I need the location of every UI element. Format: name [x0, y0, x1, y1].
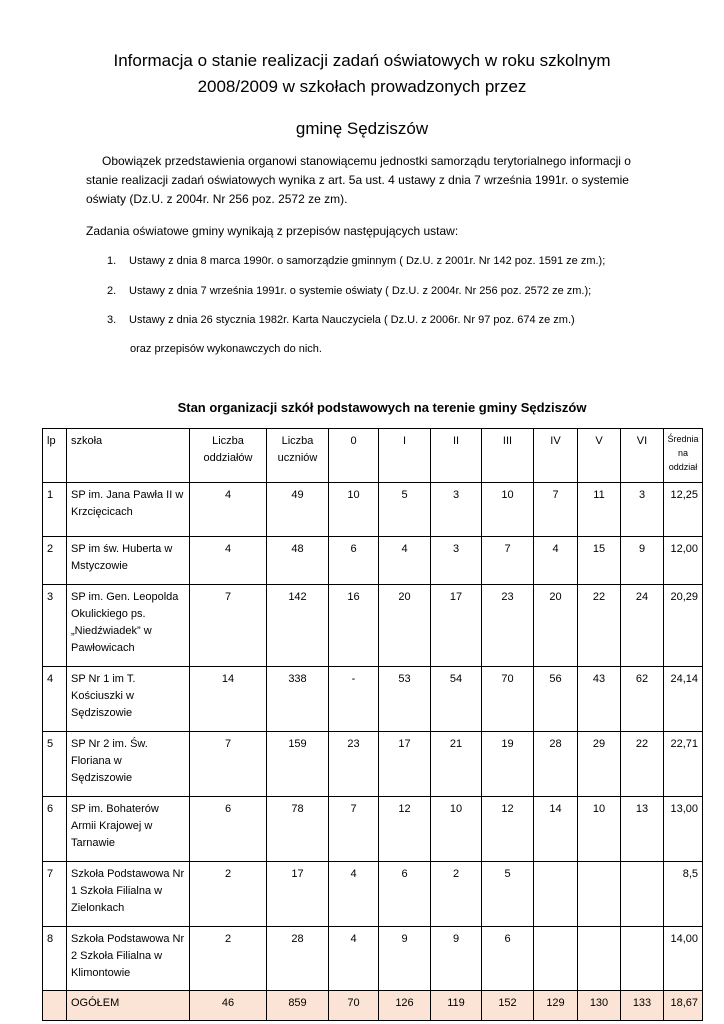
- document-title-line-1: Informacja o stanie realizacji zadań oświatowych w roku szkolnym: [113, 51, 611, 70]
- cell-grade-5: 43: [578, 667, 621, 732]
- cell-grade-5: 11: [578, 483, 621, 537]
- cell-lp: 6: [43, 797, 67, 862]
- cell-grade-0: 6: [329, 537, 379, 585]
- cell-average: 14,00: [664, 927, 703, 991]
- cell-lp: 4: [43, 667, 67, 732]
- cell-grade-4: 28: [534, 732, 578, 797]
- table-heading: Stan organizacji szkół podstawowych na terenie gminy Sędziszów: [177, 400, 587, 415]
- cell-grade-4: [534, 862, 578, 927]
- cell-grade-1: 5: [379, 483, 431, 537]
- cell-grade-2: 54: [431, 667, 482, 732]
- cell-grade-0: 16: [329, 585, 379, 667]
- cell-grade-3: 70: [482, 667, 534, 732]
- cell-grade-1: 12: [379, 797, 431, 862]
- table-row: [43, 667, 703, 732]
- cell-grade-5: 10: [578, 797, 621, 862]
- cell-classes: 2: [190, 862, 267, 927]
- cell-grade-2: 119: [431, 991, 482, 1021]
- cell-grade-4: 129: [534, 991, 578, 1021]
- cell-grade-4: 14: [534, 797, 578, 862]
- cell-school: SP im św. Huberta w Mstyczowie: [67, 537, 190, 585]
- cell-grade-1: 4: [379, 537, 431, 585]
- header-lp: lp: [43, 429, 67, 483]
- cell-grade-2: 10: [431, 797, 482, 862]
- header-students: Liczba uczniów: [267, 429, 329, 483]
- list-item-text: Ustawy z dnia 8 marca 1990r. o samorządzie gminnym ( Dz.U. z 2001r. Nr 142 poz. 1591 ze zm.);: [129, 255, 606, 267]
- cell-grade-3: 23: [482, 585, 534, 667]
- cell-grade-2: 2: [431, 862, 482, 927]
- cell-school: SP Nr 1 im T. Kościuszki w Sędziszowie: [67, 667, 190, 732]
- cell-grade-4: 20: [534, 585, 578, 667]
- cell-grade-1: 20: [379, 585, 431, 667]
- cell-grade-1: 17: [379, 732, 431, 797]
- cell-grade-3: 7: [482, 537, 534, 585]
- cell-grade-1: 6: [379, 862, 431, 927]
- cell-grade-6: 3: [621, 483, 664, 537]
- list-item-number: 3.: [107, 314, 117, 326]
- cell-classes: 7: [190, 585, 267, 667]
- cell-classes: 6: [190, 797, 267, 862]
- cell-lp: 1: [43, 483, 67, 537]
- list-item-text: Ustawy z dnia 7 września 1991r. o systemie oświaty ( Dz.U. z 2004r. Nr 256 poz. 2572 ze zm.);: [129, 285, 592, 297]
- table-row: [43, 537, 703, 585]
- cell-lp: 3: [43, 585, 67, 667]
- cell-lp: [43, 991, 67, 1021]
- cell-students: 28: [267, 927, 329, 991]
- cell-grade-0: 4: [329, 862, 379, 927]
- cell-grade-6: [621, 927, 664, 991]
- cell-grade-0: 10: [329, 483, 379, 537]
- cell-average: 8,5: [664, 862, 703, 927]
- cell-students: 78: [267, 797, 329, 862]
- cell-grade-6: 13: [621, 797, 664, 862]
- cell-grade-6: 62: [621, 667, 664, 732]
- table-row: [43, 483, 703, 537]
- header-grade-6: VI: [621, 429, 664, 483]
- table-row: [43, 585, 703, 667]
- cell-school: SP im. Jana Pawła II w Krzcięcicach: [67, 483, 190, 537]
- table-header-row: [43, 429, 703, 483]
- cell-grade-6: 24: [621, 585, 664, 667]
- header-grade-2: II: [431, 429, 482, 483]
- intro-paragraph-text: Obowiązek przedstawienia organowi stanowiącemu jednostki samorządu terytorialnego informacji o stanie realizacji zadań oświatowych wynika z art. 5a ust. 4 ustawy z dnia 7 września 1991r. o systemie oświaty (Dz.U. z 2004r. Nr 256 poz. 2572 ze zm).: [86, 154, 631, 206]
- cell-grade-5: 130: [578, 991, 621, 1021]
- cell-average: 20,29: [664, 585, 703, 667]
- cell-school: SP im. Gen. Leopolda Okulickiego ps. „Niedźwiadek” w Pawłowicach: [67, 585, 190, 667]
- cell-grade-2: 21: [431, 732, 482, 797]
- cell-students: 48: [267, 537, 329, 585]
- cell-grade-6: 133: [621, 991, 664, 1021]
- cell-grade-5: [578, 862, 621, 927]
- header-grade-3: III: [482, 429, 534, 483]
- header-school: szkoła: [67, 429, 190, 483]
- cell-grade-3: 6: [482, 927, 534, 991]
- header-average: Średnia na oddział: [664, 429, 703, 483]
- cell-average: 24,14: [664, 667, 703, 732]
- cell-average: 18,67: [664, 991, 703, 1021]
- cell-grade-4: 4: [534, 537, 578, 585]
- cell-school: Szkoła Podstawowa Nr 2 Szkoła Filialna w Klimontowie: [67, 927, 190, 991]
- cell-lp: 2: [43, 537, 67, 585]
- cell-school: Szkoła Podstawowa Nr 1 Szkoła Filialna w Zielonkach: [67, 862, 190, 927]
- cell-grade-6: 22: [621, 732, 664, 797]
- cell-students: 338: [267, 667, 329, 732]
- cell-grade-4: 7: [534, 483, 578, 537]
- table-row: [43, 797, 703, 862]
- cell-grade-0: 7: [329, 797, 379, 862]
- cell-grade-3: 12: [482, 797, 534, 862]
- cell-school: SP Nr 2 im. Św. Floriana w Sędziszowie: [67, 732, 190, 797]
- cell-classes: 4: [190, 537, 267, 585]
- list-item-number: 1.: [107, 255, 117, 267]
- intro-paragraph: [86, 152, 646, 209]
- cell-classes: 4: [190, 483, 267, 537]
- list-item-text: Ustawy z dnia 26 stycznia 1982r. Karta Nauczyciela ( Dz.U. z 2006r. Nr 97 poz. 674 ze zm.): [129, 314, 575, 326]
- cell-students: 159: [267, 732, 329, 797]
- cell-grade-5: 15: [578, 537, 621, 585]
- list-item: [107, 255, 605, 267]
- cell-students: 859: [267, 991, 329, 1021]
- cell-average: 13,00: [664, 797, 703, 862]
- cell-students: 142: [267, 585, 329, 667]
- table-row: [43, 862, 703, 927]
- cell-classes: 14: [190, 667, 267, 732]
- document-title-line-3: gminę Sędziszów: [295, 119, 429, 138]
- cell-grade-1: 9: [379, 927, 431, 991]
- cell-lp: 8: [43, 927, 67, 991]
- table-total-row: [43, 991, 703, 1021]
- cell-grade-0: 4: [329, 927, 379, 991]
- cell-grade-0: -: [329, 667, 379, 732]
- cell-grade-4: [534, 927, 578, 991]
- cell-grade-1: 126: [379, 991, 431, 1021]
- cell-grade-3: 5: [482, 862, 534, 927]
- schools-table: [42, 428, 703, 1021]
- cell-students: 49: [267, 483, 329, 537]
- header-grade-1: I: [379, 429, 431, 483]
- cell-lp: 5: [43, 732, 67, 797]
- cell-grade-6: 9: [621, 537, 664, 585]
- cell-classes: 7: [190, 732, 267, 797]
- cell-classes: 46: [190, 991, 267, 1021]
- cell-grade-2: 3: [431, 483, 482, 537]
- list-item: [107, 285, 591, 297]
- cell-grade-2: 9: [431, 927, 482, 991]
- cell-average: 12,00: [664, 537, 703, 585]
- cell-grade-6: [621, 862, 664, 927]
- cell-average: 22,71: [664, 732, 703, 797]
- laws-intro: Zadania oświatowe gminy wynikają z przepisów następujących ustaw:: [86, 224, 459, 238]
- list-item-number: 2.: [107, 285, 117, 297]
- cell-average: 12,25: [664, 483, 703, 537]
- list-item: [107, 314, 575, 326]
- header-grade-0: 0: [329, 429, 379, 483]
- cell-grade-4: 56: [534, 667, 578, 732]
- after-list-text: oraz przepisów wykonawczych do nich.: [130, 343, 322, 355]
- header-grade-4: IV: [534, 429, 578, 483]
- table-row: [43, 732, 703, 797]
- cell-grade-5: 22: [578, 585, 621, 667]
- cell-grade-0: 23: [329, 732, 379, 797]
- header-classes: Liczba oddziałów: [190, 429, 267, 483]
- cell-grade-3: 19: [482, 732, 534, 797]
- header-grade-5: V: [578, 429, 621, 483]
- cell-grade-5: [578, 927, 621, 991]
- cell-classes: 2: [190, 927, 267, 991]
- cell-grade-3: 10: [482, 483, 534, 537]
- cell-grade-3: 152: [482, 991, 534, 1021]
- cell-school: SP im. Bohaterów Armii Krajowej w Tarnawie: [67, 797, 190, 862]
- cell-total-label: OGÓŁEM: [67, 991, 190, 1021]
- cell-grade-1: 53: [379, 667, 431, 732]
- cell-grade-2: 3: [431, 537, 482, 585]
- table-row: [43, 927, 703, 991]
- cell-lp: 7: [43, 862, 67, 927]
- cell-grade-5: 29: [578, 732, 621, 797]
- document-title-line-2: 2008/2009 w szkołach prowadzonych przez: [197, 77, 527, 96]
- cell-grade-2: 17: [431, 585, 482, 667]
- cell-grade-0: 70: [329, 991, 379, 1021]
- cell-students: 17: [267, 862, 329, 927]
